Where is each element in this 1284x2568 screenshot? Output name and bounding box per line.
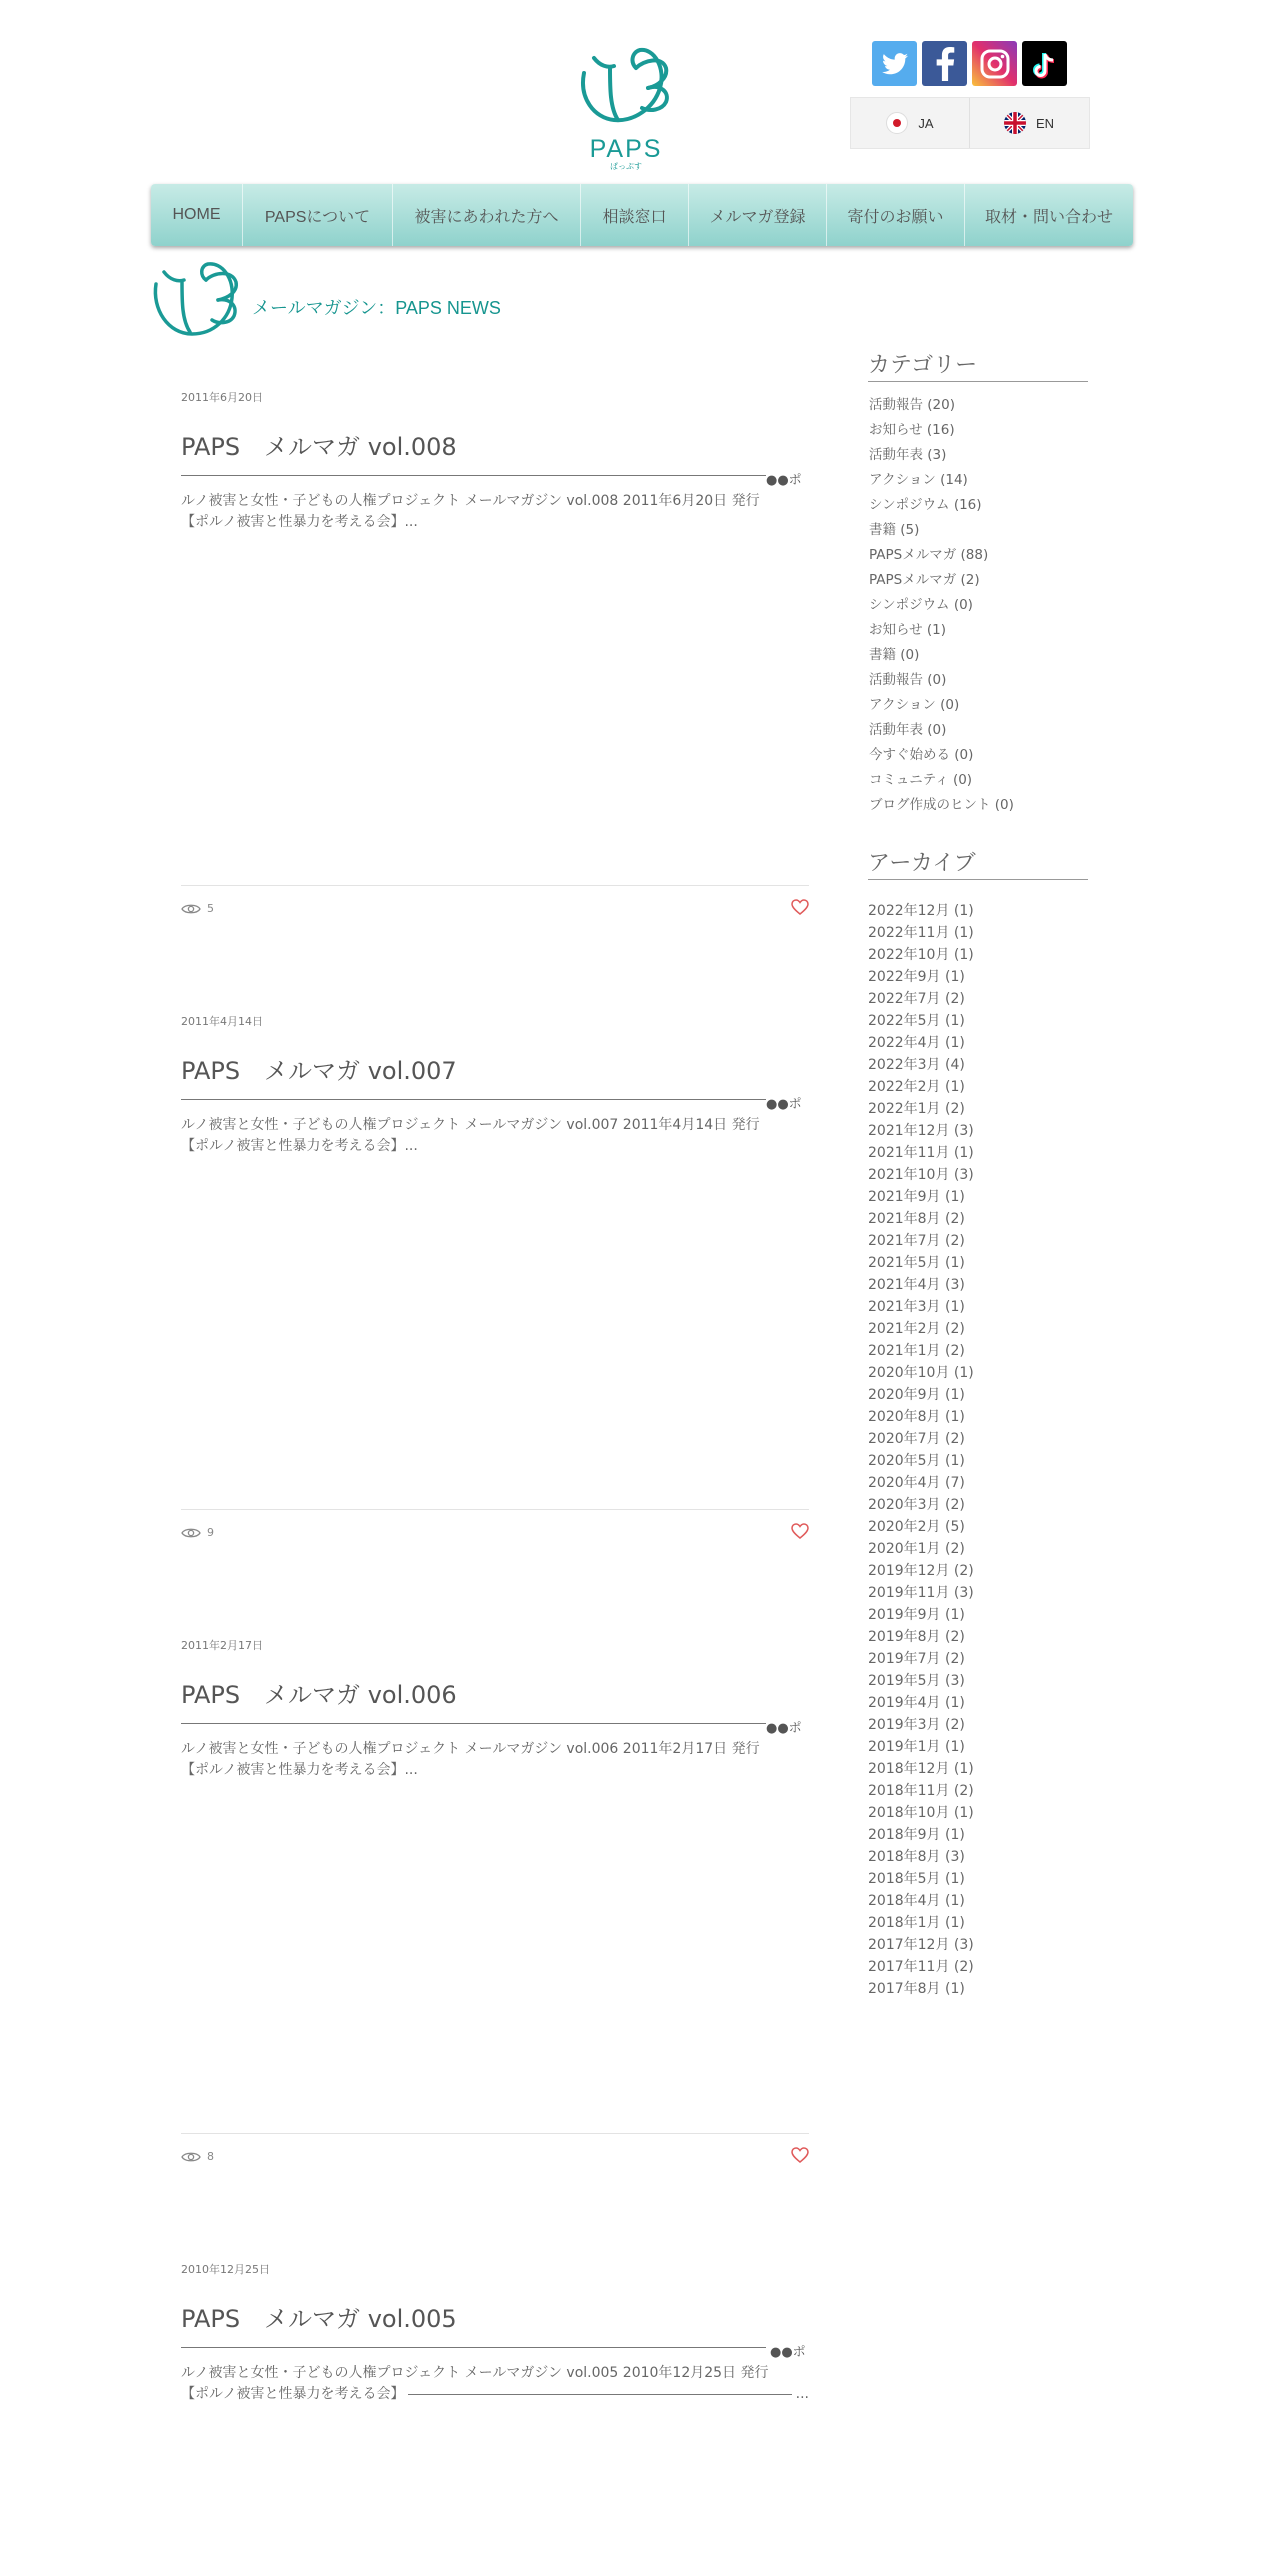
archive-link[interactable]: 2019年5月 (3) — [868, 1673, 965, 1689]
category-link[interactable]: 書籍 (5) — [869, 522, 920, 538]
nav-donate[interactable]: 寄付のお願い — [827, 184, 965, 246]
nav-about[interactable]: PAPSについて — [243, 184, 393, 246]
post-excerpt-ellipsis: ... — [795, 2386, 809, 2402]
view-count: 5 — [207, 902, 214, 915]
archive-link[interactable]: 2020年2月 (5) — [868, 1519, 965, 1535]
archive-link[interactable]: 2020年10月 (1) — [868, 1365, 974, 1381]
category-link[interactable]: アクション (14) — [869, 472, 968, 488]
archive-link[interactable]: 2022年11月 (1) — [868, 925, 974, 941]
post-rule-end: ●●ポ — [766, 473, 802, 488]
archive-link[interactable]: 2020年4月 (7) — [868, 1475, 965, 1491]
eye-icon — [181, 1527, 201, 1539]
post-excerpt-line: ルノ被害と女性・子どもの人権プロジェクト メールマガジン vol.006 2011年2月17日 発行 — [181, 1741, 760, 1757]
category-link[interactable]: PAPSメルマガ (88) — [869, 547, 989, 563]
divider — [408, 2394, 791, 2395]
archive-link[interactable]: 2021年7月 (2) — [868, 1233, 965, 1249]
archive-link[interactable]: 2021年5月 (1) — [868, 1255, 965, 1271]
category-link[interactable]: シンポジウム (16) — [869, 497, 982, 513]
archive-link[interactable]: 2022年7月 (2) — [868, 991, 965, 1007]
archive-link[interactable]: 2022年10月 (1) — [868, 947, 974, 963]
post-date: 2011年6月20日 — [181, 391, 263, 404]
post-title[interactable]: PAPS メルマガ vol.008 — [181, 433, 457, 461]
archive-link[interactable]: 2019年7月 (2) — [868, 1651, 965, 1667]
post-excerpt-line: ルノ被害と女性・子どもの人権プロジェクト メールマガジン vol.008 2011年6月20日 発行 — [181, 493, 760, 509]
post-excerpt-line: ルノ被害と女性・子どもの人権プロジェクト メールマガジン vol.007 2011年4月14日 発行 — [181, 1117, 760, 1133]
category-link[interactable]: お知らせ (16) — [869, 422, 955, 438]
divider — [181, 475, 766, 476]
category-link[interactable]: コミュニティ (0) — [869, 772, 973, 788]
post-rule-end: ●●ポ — [766, 1721, 802, 1736]
post-title[interactable]: PAPS メルマガ vol.007 — [181, 1057, 457, 1085]
post-excerpt-line-wrap — [181, 2384, 809, 2405]
post-views — [181, 902, 214, 915]
archive-link[interactable]: 2019年9月 (1) — [868, 1607, 965, 1623]
archive-link[interactable]: 2022年3月 (4) — [868, 1057, 965, 1073]
view-count: 9 — [207, 1526, 214, 1539]
post-excerpt-line: 【ポルノ被害と性暴力を考える会】... — [181, 1138, 418, 1154]
archive-link[interactable]: 2022年9月 (1) — [868, 969, 965, 985]
post-excerpt-line: 【ポルノ被害と性暴力を考える会】... — [181, 514, 418, 530]
post-excerpt — [181, 1115, 809, 1157]
logo-text: PAPS — [589, 135, 663, 163]
category-link[interactable]: 活動年表 (3) — [869, 447, 947, 463]
archive-link[interactable]: 2020年1月 (2) — [868, 1541, 965, 1557]
archive-link[interactable]: 2019年12月 (2) — [868, 1563, 974, 1579]
post-rule-end: ●●ポ — [770, 2345, 806, 2360]
heart-icon[interactable] — [791, 2147, 809, 2163]
archive-link[interactable]: 2020年9月 (1) — [868, 1387, 965, 1403]
archive-link[interactable]: 2020年8月 (1) — [868, 1409, 965, 1425]
post-card[interactable] — [181, 389, 809, 929]
nav-contact[interactable]: 取材・問い合わせ — [984, 208, 1113, 226]
categories-heading: カテゴリー — [868, 348, 1088, 382]
archive-link[interactable]: 2022年5月 (1) — [868, 1013, 965, 1029]
category-link[interactable]: 活動年表 (0) — [869, 722, 947, 738]
post-card[interactable] — [181, 1013, 809, 1553]
nav-victims[interactable]: 被害にあわれた方へ — [393, 184, 581, 246]
divider — [181, 885, 809, 886]
category-link[interactable]: 書籍 (0) — [869, 647, 920, 663]
archive-link[interactable]: 2021年8月 (2) — [868, 1211, 965, 1227]
category-link[interactable]: 活動報告 (0) — [869, 672, 947, 688]
heart-icon[interactable] — [791, 1523, 809, 1539]
post-excerpt-line: ルノ被害と女性・子どもの人権プロジェクト メールマガジン vol.005 2010年12月25日 発行 — [181, 2365, 769, 2381]
lang-en-button[interactable] — [970, 98, 1088, 148]
post-title[interactable]: PAPS メルマガ vol.005 — [181, 2305, 457, 2333]
archive-link[interactable]: 2018年4月 (1) — [868, 1893, 965, 1909]
lang-en-label: EN — [1035, 115, 1055, 131]
archive-link[interactable]: 2017年8月 (1) — [868, 1981, 965, 1997]
category-link[interactable]: ブログ作成のヒント (0) — [869, 797, 1014, 813]
archive-link[interactable]: 2022年2月 (1) — [868, 1079, 965, 1095]
archive-link[interactable]: 2022年12月 (1) — [868, 903, 974, 919]
post-date: 2011年2月17日 — [181, 1639, 263, 1652]
category-link[interactable]: シンポジウム (0) — [869, 597, 973, 613]
category-link[interactable]: お知らせ (1) — [869, 622, 947, 638]
post-views — [181, 2150, 214, 2163]
main-nav — [151, 184, 1133, 246]
paps-bird-icon — [150, 254, 242, 342]
archive-link[interactable]: 2020年5月 (1) — [868, 1453, 965, 1469]
category-link[interactable]: 活動報告 (20) — [869, 397, 956, 413]
archive-link[interactable]: 2019年11月 (3) — [868, 1585, 974, 1601]
archive-link[interactable]: 2021年10月 (3) — [868, 1167, 974, 1183]
archive-link[interactable]: 2018年8月 (3) — [868, 1849, 965, 1865]
archive-link[interactable]: 2021年1月 (2) — [868, 1343, 965, 1359]
lang-ja-button[interactable] — [851, 98, 970, 148]
view-count: 8 — [207, 2150, 214, 2163]
post-date: 2010年12月25日 — [181, 2263, 270, 2276]
japan-flag-icon — [886, 112, 908, 134]
archive-link[interactable]: 2021年12月 (3) — [868, 1123, 974, 1139]
divider — [181, 1723, 766, 1724]
divider — [181, 1099, 766, 1100]
uk-flag-icon — [1004, 112, 1026, 134]
nav-home[interactable]: HOME — [151, 184, 243, 246]
post-excerpt-line: 【ポルノ被害と性暴力を考える会】... — [181, 1762, 418, 1778]
archive-link[interactable]: 2020年3月 (2) — [868, 1497, 965, 1513]
category-link[interactable]: PAPSメルマガ (2) — [869, 572, 980, 588]
lang-ja-label: JA — [918, 115, 934, 131]
archive-link[interactable]: 2017年12月 (3) — [868, 1937, 974, 1953]
logo-subtext: ぱっぷす — [610, 162, 642, 171]
nav-newsletter-signup[interactable]: メルマガ登録 — [689, 184, 827, 246]
archive-link[interactable]: 2021年4月 (3) — [868, 1277, 965, 1293]
eye-icon — [181, 2151, 201, 2163]
archive-link[interactable]: 2019年1月 (1) — [868, 1739, 965, 1755]
archive-heading: アーカイブ — [868, 846, 1088, 880]
page-title: メールマガジン：PAPS NEWS — [252, 298, 501, 318]
archive-link[interactable]: 2018年5月 (1) — [868, 1871, 965, 1887]
category-link[interactable]: 今すぐ始める (0) — [869, 747, 974, 763]
category-link[interactable]: アクション (0) — [869, 697, 960, 713]
heart-icon[interactable] — [791, 899, 809, 915]
nav-consultation[interactable]: 相談窓口 — [581, 184, 689, 246]
post-card[interactable] — [181, 1637, 809, 2177]
post-views — [181, 1526, 214, 1539]
archive-link[interactable]: 2018年12月 (1) — [868, 1761, 974, 1777]
post-card[interactable] — [181, 2261, 809, 2561]
archive-link[interactable]: 2018年9月 (1) — [868, 1827, 965, 1843]
post-excerpt-line: 【ポルノ被害と性暴力を考える会】 — [181, 2386, 405, 2402]
archive-link[interactable]: 2021年11月 (1) — [868, 1145, 974, 1161]
archive-link[interactable]: 2022年1月 (2) — [868, 1101, 965, 1117]
archive-link[interactable]: 2018年10月 (1) — [868, 1805, 974, 1821]
twitter-icon[interactable] — [872, 41, 917, 86]
post-excerpt — [181, 2363, 809, 2405]
instagram-icon[interactable] — [972, 41, 1017, 86]
archive-link[interactable]: 2018年11月 (2) — [868, 1783, 974, 1799]
eye-icon — [181, 903, 201, 915]
post-title[interactable]: PAPS メルマガ vol.006 — [181, 1681, 457, 1709]
post-date: 2011年4月14日 — [181, 1015, 263, 1028]
post-excerpt — [181, 491, 809, 533]
archive-link[interactable]: 2021年9月 (1) — [868, 1189, 965, 1205]
archive-link[interactable]: 2018年1月 (1) — [868, 1915, 965, 1931]
archive-link[interactable]: 2022年4月 (1) — [868, 1035, 965, 1051]
archive-link[interactable]: 2019年3月 (2) — [868, 1717, 965, 1733]
archive-link[interactable]: 2019年4月 (1) — [868, 1695, 965, 1711]
archive-link[interactable]: 2021年3月 (1) — [868, 1299, 965, 1315]
divider — [181, 2133, 809, 2134]
post-excerpt — [181, 1739, 809, 1781]
divider — [181, 2347, 766, 2348]
facebook-icon[interactable] — [922, 41, 967, 86]
archive-link[interactable]: 2019年8月 (2) — [868, 1629, 965, 1645]
archive-link[interactable]: 2021年2月 (2) — [868, 1321, 965, 1337]
language-switcher — [850, 97, 1090, 149]
archive-link[interactable]: 2020年7月 (2) — [868, 1431, 965, 1447]
archive-link[interactable]: 2017年11月 (2) — [868, 1959, 974, 1975]
divider — [181, 1509, 809, 1510]
tiktok-icon[interactable] — [1022, 41, 1067, 86]
post-rule-end: ●●ポ — [766, 1097, 802, 1112]
